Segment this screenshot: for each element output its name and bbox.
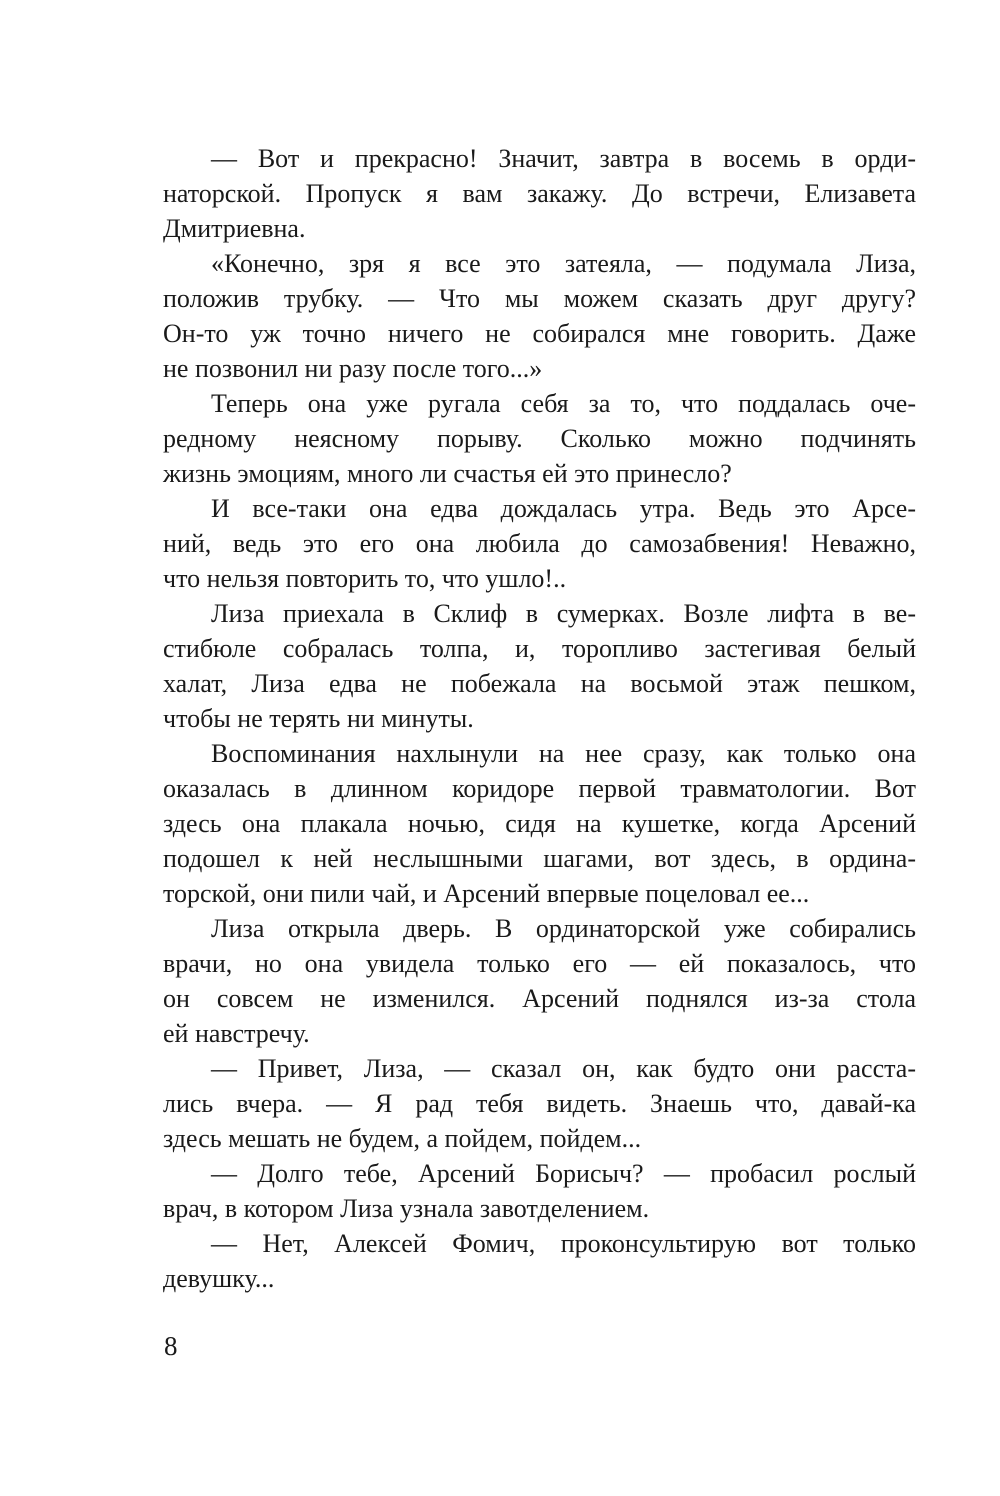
text-line: положив трубку. — Что мы можем сказать друг другу? <box>163 284 916 313</box>
text-line: — Нет, Алексей Фомич, проконсультирую вот только <box>211 1229 916 1258</box>
text-line: «Конечно, зря я все это затеяла, — подумала Лиза, <box>211 249 916 278</box>
paragraph <box>163 1156 916 1226</box>
text-line: Теперь она уже ругала себя за то, что поддалась оче- <box>211 389 916 418</box>
text-line: здесь она плакала ночью, сидя на кушетке, когда Арсений <box>163 809 916 838</box>
text-line: — Долго тебе, Арсений Борисыч? — пробасил рослый <box>211 1159 916 1188</box>
text-line: он совсем не изменился. Арсений поднялся из-за стола <box>163 984 916 1013</box>
text-line: — Вот и прекрасно! Значит, завтра в восемь в орди- <box>211 144 916 173</box>
text-line: Дмитриевна. <box>163 214 306 243</box>
text-line: халат, Лиза едва не побежала на восьмой этаж пешком, <box>163 669 916 698</box>
paragraph <box>163 141 916 246</box>
text-line: ей навстречу. <box>163 1019 310 1048</box>
paragraph <box>163 736 916 911</box>
paragraph <box>163 246 916 386</box>
text-line: что нельзя повторить то, что ушло!.. <box>163 564 567 593</box>
paragraph <box>163 596 916 736</box>
text-line: торской, они пили чай, и Арсений впервые поцеловал ее... <box>163 879 810 908</box>
text-line: Лиза открыла дверь. В ординаторской уже собирались <box>211 914 916 943</box>
paragraph <box>163 491 916 596</box>
text-line: наторской. Пропуск я вам закажу. До встречи, Елизавета <box>163 179 916 208</box>
text-line: лись вчера. — Я рад тебя видеть. Знаешь что, давай-ка <box>163 1089 916 1118</box>
text-line: Он-то уж точно ничего не собирался мне говорить. Даже <box>163 319 916 348</box>
text-line: врач, в котором Лиза узнала завотделением. <box>163 1194 650 1223</box>
text-line: здесь мешать не будем, а пойдем, пойдем... <box>163 1124 642 1153</box>
text-line: Лиза приехала в Склиф в сумерках. Возле лифта в ве- <box>211 599 916 628</box>
paragraph <box>163 386 916 491</box>
text-line: девушку... <box>163 1264 275 1293</box>
text-line: врачи, но она увидела только его — ей показалось, что <box>163 949 916 978</box>
text-block <box>163 141 916 1296</box>
text-line: не позвонил ни разу после того...» <box>163 354 543 383</box>
page-number: 8 <box>164 1331 178 1361</box>
paragraph <box>163 911 916 1051</box>
text-line: Воспоминания нахлынули на нее сразу, как только она <box>211 739 916 768</box>
text-line: редному неясному порыву. Сколько можно подчинять <box>163 424 916 453</box>
paragraph <box>163 1051 916 1156</box>
paragraph <box>163 1226 916 1296</box>
text-line: И все-таки она едва дождалась утра. Ведь это Арсе- <box>211 494 916 523</box>
text-line: чтобы не терять ни минуты. <box>163 704 474 733</box>
text-line: оказалась в длинном коридоре первой травматологии. Вот <box>163 774 916 803</box>
text-line: — Привет, Лиза, — сказал он, как будто они расста- <box>211 1054 916 1083</box>
text-line: жизнь эмоциям, много ли счастья ей это принесло? <box>163 459 732 488</box>
text-line: ний, ведь это его она любила до самозабвения! Неважно, <box>163 529 916 558</box>
text-line: стибюле собралась толпа, и, торопливо застегивая белый <box>163 634 916 663</box>
text-line: подошел к ней неслышными шагами, вот здесь, в ордина- <box>163 844 916 873</box>
